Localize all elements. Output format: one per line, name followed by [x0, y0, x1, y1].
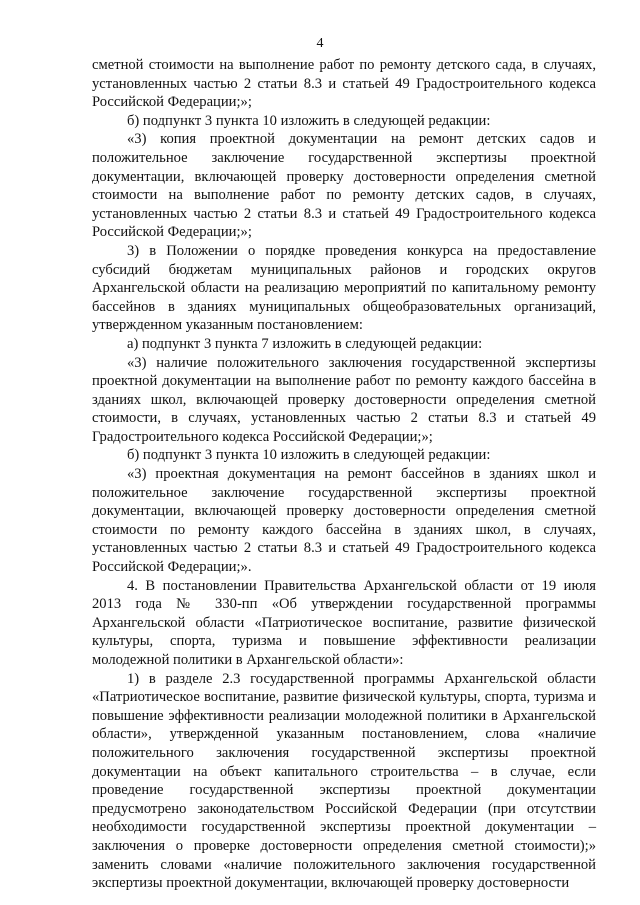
paragraph-item-4-1: 1) в разделе 2.3 государственной программы Архангельской области «Патриотическое воспитание, развитие физической культуры, спорта, туризма и повышение эффективности реализации молодежной политики в Архангельской области», утвержденной указанным постановлением, слова «наличие положительного заключения государственной экспертизы проектной документации на объект капитального строительства – в случае, если проведение государственной экспертизы проектной документации предусмотрено законодательством Российской Федерации (при отсутствии необходимости государственной экспертизы проектной документации – заключения о проверке достоверности определения сметной стоимости);» заменить словами «наличие положительного заключения государственной экспертизы проектной документации, включающей проверку достоверности: [92, 670, 596, 892]
paragraph-subitem-a: а) подпункт 3 пункта 7 изложить в следующей редакции:: [127, 335, 483, 352]
paragraph-quote-pool-documentation: «3) проектная документация на ремонт бассейнов в зданиях школ и положительное заключение государственной экспертизы проектной документации, включающей проверку достоверности определения сметной стоимости по ремонту каждого бассейна в зданиях школ, в случаях, установленных частью 2 статьи 8.3 и статьей 49 Градостроительного кодекса Российской Федерации;».: [92, 466, 596, 576]
paragraph-quote-kindergarten: «3) копия проектной документации на ремонт детских садов и положительное заключение государственной экспертизы проектной документации, включающей проверку достоверности определения сметной стоимости на выполнение работ по ремонту детских садов, в случаях, установленных частью 2 статьи 8.3 и статьей 49 Градостроительного кодекса Российской Федерации;»;: [92, 131, 596, 241]
paragraph-item-4: 4. В постановлении Правительства Архангельской области от 19 июля 2013 года № 330-пп «Об утверждении государственной программы Архангельской области «Патриотическое воспитание, развитие физической культуры, спорта, туризма и повышение эффективности реализации молодежной политики в Архангельской области»:: [92, 577, 596, 668]
paragraph-subitem-b-2: б) подпункт 3 пункта 10 изложить в следующей редакции:: [127, 447, 491, 464]
paragraph-item-3: 3) в Положении о порядке проведения конкурса на предоставление субсидий бюджетам муниципальных районов и городских округов Архангельской области на реализацию мероприятий по капитальному ремонту бассейнов в зданиях муниципальных общеобразовательных организаций, утвержденном указанным постановлением:: [92, 242, 596, 334]
paragraph-continuation: сметной стоимости на выполнение работ по ремонту детского сада, в случаях, установленных частью 2 статьи 8.3 и статьей 49 Градостроительного кодекса Российской Федерации;»;: [92, 57, 596, 111]
paragraph-quote-pool-expertise: «3) наличие положительного заключения государственной экспертизы проектной документации на выполнение работ по ремонту каждого бассейна в зданиях школ, включающей проверку достоверности определения сметной стоимости, в случаях, установленных частью 2 статьи 8.3 и статьей 49 Градостроительного кодекса Российской Федерации;»;: [92, 354, 596, 445]
paragraph-subitem-b: б) подпункт 3 пункта 10 изложить в следующей редакции:: [127, 112, 491, 129]
page-number: 4: [316, 36, 324, 51]
body-text: [92, 56, 596, 893]
